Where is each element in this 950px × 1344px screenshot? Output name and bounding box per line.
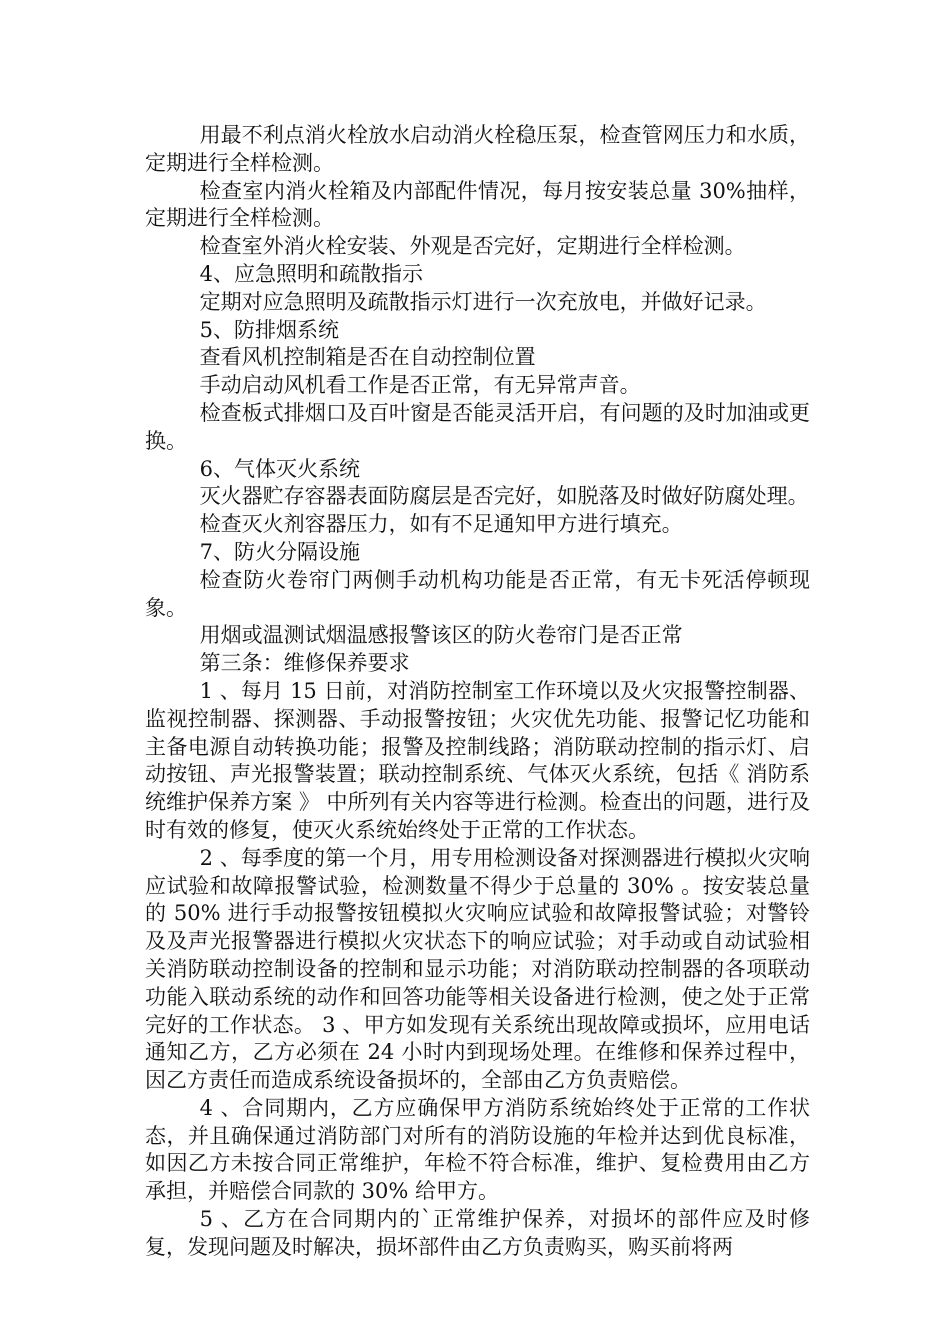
heading-emergency-lighting: 4、应急照明和疏散指示 (199, 261, 423, 286)
heading-article-three: 第三条：维修保养要求 (199, 651, 410, 676)
paragraph-fan-control-box: 查看风机控制箱是否在自动控制位置 (199, 345, 536, 370)
paragraph-shutter-detector-test: 用烟或温测试烟温感报警该区的防火卷帘门是否正常 (199, 623, 683, 648)
paragraph-fan-manual-start: 手动启动风机看工作是否正常，有无异常声音。 (199, 373, 641, 398)
paragraph-shutter-manual: 检查防火卷帘门两侧手动机构功能是否正常，有无卡死活停顿现象。 (145, 567, 810, 620)
paragraph-smoke-vents: 检查板式排烟口及百叶窗是否能灵活开启，有问题的及时加油或更换。 (145, 400, 810, 453)
paragraph-indoor-hydrant: 检查室内消火栓箱及内部配件情况，每月按安装总量 30%抽样，定期进行全样检测。 (145, 178, 810, 231)
paragraph-emergency-lighting: 定期对应急照明及疏散指示灯进行一次充放电，并做好记录。 (199, 289, 767, 314)
paragraph-routine-maintenance: 5 、乙方在合同期内的`正常维护保养，对损坏的部件应及时修复，发现问题及时解决，损坏部件由乙方负责购买，购买前将两 (145, 1207, 810, 1259)
heading-smoke-control: 5、防排烟系统 (199, 317, 339, 342)
heading-gas-suppression: 6、气体灭火系统 (199, 456, 360, 481)
paragraph-container-coating: 灭火器贮存容器表面防腐层是否完好，如脱落及时做好防腐处理。 (199, 484, 809, 509)
paragraph-outdoor-hydrant: 检查室外消火栓安装、外观是否完好，定期进行全样检测。 (199, 234, 746, 259)
heading-fire-separation: 7、防火分隔设施 (199, 539, 360, 564)
document-body (145, 122, 810, 1262)
paragraph-quarterly-inspection: 2 、每季度的第一个月，用专用检测设备对探测器进行模拟火灾响应试验和故障报警试验，检测数量不得少于总量的 30% 。按安装总量的 50% 进行手动报警按钮模拟火灾响应试验和故障报警试验；对警铃及及声光报警器进行模拟火灾状态下的响应试验；对手动或自动试验相关消防联动控制设备的控制和显示功能；对消防联动控制器的各项联动功能入联动系统的动作和回答功能等相关设备进行检测，使之处于正常完好的工作状态。 3 、甲方如发现有关系统出现故障或损坏，应用电话通知乙方，乙方必须在 24 小时内到现场处理。在维修和保养过程中，因乙方责任而造成系统设备损坏的，全部由乙方负责赔偿。 (145, 845, 810, 1093)
paragraph-hydrant-test: 用最不利点消火栓放水启动消火栓稳压泵，检查管网压力和水质，定期进行全样检测。 (145, 123, 810, 175)
paragraph-contract-period: 4 、合同期内，乙方应确保甲方消防系统始终处于正常的工作状态，并且确保通过消防部门对所有的消防设施的年检并达到优良标准，如因乙方未按合同正常维护，年检不符合标准，维护、复检费用由乙方承担，并赔偿合同款的 30% 给甲方。 (145, 1095, 810, 1204)
paragraph-monthly-inspection: 1 、每月 15 日前，对消防控制室工作环境以及火灾报警控制器、监视控制器、探测器、手动报警按钮；火灾优先功能、报警记忆功能和主备电源自动转换功能；报警及控制线路；消防联动控制的指示灯、启动按钮、声光报警装置；联动控制系统、气体灭火系统，包括《 消防系统维护保养方案 》 中所列有关内容等进行检测。检查出的问题，进行及时有效的修复，使灭火系统始终处于正常的工作状态。 (145, 678, 810, 842)
paragraph-container-pressure: 检查灭火剂容器压力，如有不足通知甲方进行填充。 (199, 512, 683, 537)
